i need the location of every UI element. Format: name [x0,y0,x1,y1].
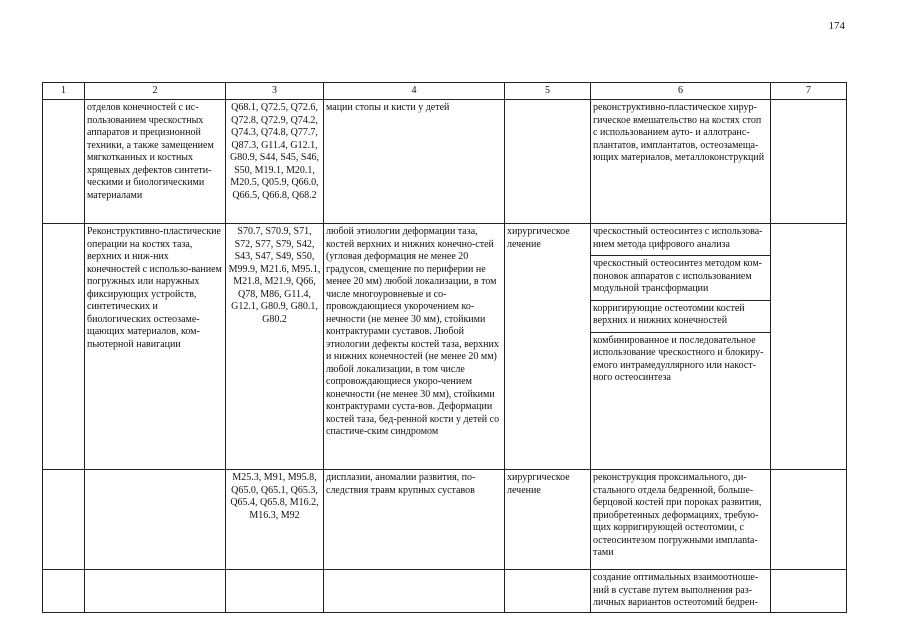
medical-care-table [42,82,847,613]
cell-c3: M25.3, M91, M95.8, Q65.0, Q65.1, Q65.3, Q65.4, Q65.8, M16.2, M16.3, M92 [226,470,324,570]
table-row [43,470,847,570]
cell-c5: хирургическое лечение [505,224,591,470]
cell-c7 [771,470,847,570]
treatment-method: создание оптимальных взаимоотноше-ний в суставе путем выполнения раз-личных вариантов остеотомий бедрен- [593,572,759,608]
header-cell-1: 1 [43,83,85,100]
cell-c1 [43,470,85,570]
cell-c7 [771,570,847,613]
cell-c4: любой этиологии деформации таза, костей верхних и нижних конечно-стей (угловая деформация не менее 20 градусов, смещение по периферии не менее 20 мм) любой локализации, в том числе многоуровневые и со-провождающиеся укорочением ко-нечности (не менее 30 мм), стойкими контрактурами суставов. Любой этиологии дефекты костей таза, верхних и нижних конечностей (не менее 20 мм) любой локализации, в том числе сопровождающиеся укоро-чением конечности (не менее 30 мм), стойкими контрактурами суста-вов. Деформации костей таза, бед-ренной кости у детей со спастиче-ским синдромом [324,224,505,470]
cell-c6 [591,570,771,613]
table-row [43,570,847,613]
cell-c2 [85,470,226,570]
cell-c2 [85,570,226,613]
cell-c4: дисплазии, аномалии развития, по-следствия травм крупных суставов [324,470,505,570]
table-row [43,224,847,470]
cell-c1 [43,570,85,613]
cell-c5 [505,100,591,224]
cell-c3: S70.7, S70.9, S71, S72, S77, S79, S42, S43, S47, S49, S50, M99.9, M21.6, M95.1, M21.8, M21.9, Q66, Q78, M86, G11.4, G12.1, G80.9, G80.1, G80.2 [226,224,324,470]
treatment-method: чрескостный остеосинтез с использова-нием метода цифрового анализа [591,224,770,256]
cell-c4: мации стопы и кисти у детей [324,100,505,224]
treatment-method: комбинированное и последовательное использование чрескостного и блокиру-емого интрамедуллярного или накост-ного остеосинтеза [593,334,764,383]
cell-c6 [591,100,771,224]
treatment-method: чрескостный остеосинтез методом ком-поновок аппаратов с использованием модульной трансформации [591,256,770,301]
cell-c7 [771,224,847,470]
cell-c6 [591,470,771,570]
header-cell-6: 6 [591,83,771,100]
cell-c2: Реконструктивно-пластические операции на костях таза, верхних и ниж-них конечностей с использо-ванием погружных или наружных фиксирующих устройств, синтетических и биологических остеозаме-щающих материалов, ком-пьютерной навигации [85,224,226,470]
treatment-method: реконструктивно-пластическое хирур-гическое вмешательство на костях стоп с использованием ауто- и аллотранс-плантатов, имплантатов, остеозамеща-ющих материалов, металлоконструкций [593,102,765,163]
cell-c4 [324,570,505,613]
header-row [43,83,847,100]
header-cell-5: 5 [505,83,591,100]
header-cell-2: 2 [85,83,226,100]
treatment-method: корригирующие остеотомии костей верхних и нижних конечностей [591,301,770,333]
treatment-method: реконструкция проксимального, ди-стального отдела бедренной, больше-берцовой костей при пороках развития, приобретенных деформациях, требую-щих корригирующей остеотомии, с остеосинтезом погружными имплanta-тами [593,472,762,558]
cell-c1 [43,224,85,470]
cell-c1 [43,100,85,224]
cell-c2: отделов конечностей с ис-пользованием чрескостных аппаратов и прецизионной техники, а также замещением мягкотканных и костных хрящевых дефектов синтети-ческими и биологическими материалами [85,100,226,224]
cell-c3 [226,570,324,613]
cell-c6 [591,224,771,470]
page-number: 174 [828,20,845,32]
header-cell-3: 3 [226,83,324,100]
cell-c5 [505,570,591,613]
header-cell-4: 4 [324,83,505,100]
cell-c3: Q68.1, Q72.5, Q72.6, Q72.8, Q72.9, Q74.2, Q74.3, Q74.8, Q77.7, Q87.3, G11.4, G12.1, G80.9, S44, S45, S46, S50, M19.1, M20.1, M20.5, Q05.9, Q66.0, Q66.5, Q66.8, Q68.2 [226,100,324,224]
table-row [43,100,847,224]
cell-c7 [771,100,847,224]
header-cell-7: 7 [771,83,847,100]
cell-c5: хирургическое лечение [505,470,591,570]
